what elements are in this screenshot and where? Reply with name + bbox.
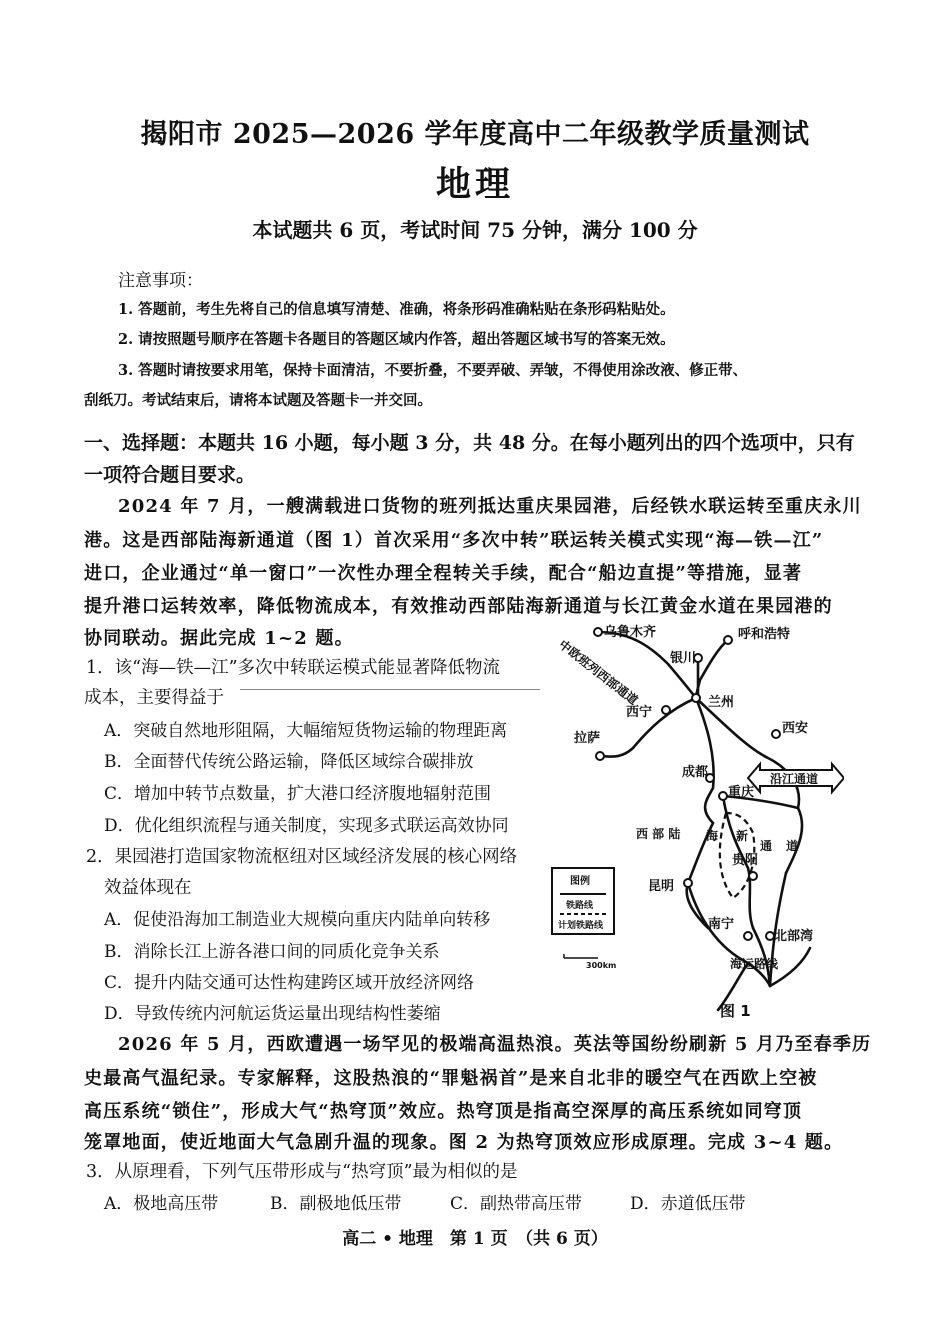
city-dot [594, 628, 602, 636]
city-dot [749, 872, 757, 880]
passage1-line: 提升港口运转效率，降低物流成本，有效推动西部陆海新通道与长江黄金水道在果园港的 [84, 596, 833, 617]
city-dot [766, 932, 774, 940]
svg-text:300km: 300km [586, 961, 617, 970]
figure1-map [548, 618, 844, 1018]
corridor-label: 道 [786, 839, 799, 853]
city-label: 昆明 [648, 879, 675, 894]
q3-option: C．副热带高压带 [450, 1194, 583, 1214]
section-heading: 一、选择题：本题共 16 小题，每小题 3 分，共 48 分。在每小题列出的四个选项中，只有 [84, 432, 855, 454]
passage1-line: 协同联动。据此完成 1~2 题。 [84, 628, 354, 649]
city-label: 兰州 [708, 695, 735, 710]
city-dot [692, 694, 700, 702]
river-label: 沿江通道 [770, 772, 819, 786]
passage1-line: 进口，企业通过“单一窗口”一次性办理全程转关手续，配合“船边直提”等措施，显著 [84, 563, 803, 584]
city-label: 呼和浩特 [738, 627, 791, 642]
city-dot [744, 932, 752, 940]
exam-title: 揭阳市 2025—2026 学年度高中二年级教学质量测试 [140, 119, 810, 150]
svg-text:铁路线: 铁路线 [566, 901, 594, 911]
rail-hohhot [696, 640, 728, 698]
city-label: 乌鲁木齐 [604, 625, 657, 640]
q2-option: A．促使沿海加工制造业大规模向重庆内陆单向转移 [104, 910, 491, 930]
city-dot [684, 879, 692, 887]
west-rail-label: 中欧班列西部通道 [556, 637, 641, 708]
corridor-label: 通 [760, 839, 773, 853]
city-label: 银川 [670, 651, 697, 666]
passage2-line: 笼罩地面，使近地面大气急剧升温的现象。图 2 为热穹顶效应形成原理。完成 3~4 题。 [84, 1132, 844, 1153]
q2-stem: 2．果园港打造国家物流枢纽对区域经济发展的核心网络 [86, 847, 518, 867]
rail-lanzhou-chengdu [696, 698, 714, 823]
subject-title: 地理 [435, 164, 514, 205]
figure1-caption: 图 1 [720, 1002, 751, 1020]
city-dot [596, 752, 604, 760]
notice-item: 1. 答题前，考生先将自己的信息填写清楚、准确，将条形码准确粘贴在条形码粘贴处。 [118, 301, 675, 318]
page-footer: 高二 • 地理 第 1 页 （共 6 页） [342, 1229, 608, 1249]
map-legend [552, 868, 614, 934]
q3-option: D．赤道低压带 [630, 1194, 746, 1214]
corridor-label: 西 部 陆 [636, 827, 681, 841]
notice-item: 刮纸刀。考试结束后，请将本试题及答题卡一并交回。 [84, 392, 432, 409]
q1-option: D．优化组织流程与通关制度，实现多式联运高效协同 [104, 816, 509, 836]
q1-stem: 1．该“海—铁—江”多次中转联运模式能显著降低物流 [86, 658, 501, 678]
q1-option: B．全面替代传统公路运输，降低区域综合碳排放 [104, 752, 474, 772]
svg-text:计划铁路线: 计划铁路线 [558, 921, 604, 931]
sea-route-label: 海运路线 [730, 957, 779, 971]
q3-option: A．极地高压带 [104, 1194, 219, 1214]
q1-stem: 成本，主要得益于 [84, 688, 224, 708]
q2-stem: 效益体现在 [104, 878, 192, 898]
section-heading: 一项符合题目要求。 [84, 464, 256, 486]
city-dot [724, 636, 732, 644]
city-label: 拉萨 [574, 731, 601, 746]
passage2-line: 高压系统“锁住”，形成大气“热穹顶”效应。热穹顶是指高空深厚的高压系统如同穹顶 [84, 1101, 803, 1122]
city-dot [719, 792, 727, 800]
q2-option: D．导致传统内河航运货运量出现结构性萎缩 [104, 1004, 441, 1024]
passage1-line: 2024 年 7 月，一艘满载进口货物的班列抵达重庆果园港，后经铁水联运转至重庆永川 [118, 496, 862, 517]
answer-underline [240, 689, 540, 690]
notice-item: 3. 答题时请按要求用笔，保持卡面清洁，不要折叠，不要弄破、弄皱，不得使用涂改液、修正带、 [118, 362, 748, 379]
corridor-label: 海 [706, 829, 719, 843]
city-label: 西安 [782, 721, 809, 736]
city-label: 重庆 [728, 785, 755, 800]
q2-option: B．消除长江上游各港口间的同质化竞争关系 [104, 942, 440, 962]
q1-option: C．增加中转节点数量，扩大港口经济腹地辐射范围 [104, 784, 492, 804]
q3-stem: 3．从原理看，下列气压带形成与“热穹顶”最为相似的是 [86, 1162, 518, 1182]
scale-bar [564, 954, 616, 970]
q1-option: A．突破自然地形阻隔，大幅缩短货物运输的物理距离 [104, 721, 508, 741]
notice-heading: 注意事项： [118, 271, 203, 291]
svg-text:图例: 图例 [570, 876, 590, 887]
city-dot [662, 706, 670, 714]
corridor-label: 新 [736, 829, 749, 843]
city-label: 南宁 [708, 917, 735, 932]
q2-option: C．提升内陆交通可达性构建跨区域开放经济网络 [104, 973, 475, 993]
city-label: 成都 [682, 765, 709, 780]
city-label: 贵阳 [732, 853, 759, 868]
city-label: 西宁 [626, 705, 653, 720]
notice-item: 2. 请按照题号顺序在答题卡各题目的答题区域内作答，超出答题区域书写的答案无效。 [118, 331, 675, 348]
city-dot [772, 730, 780, 738]
exam-info: 本试题共 6 页，考试时间 75 分钟，满分 100 分 [252, 218, 698, 242]
passage1-line: 港。这是西部陆海新通道（图 1）首次采用“多次中转”联运转关模式实现“海—铁—江” [84, 530, 824, 551]
passage2-line: 2026 年 5 月，西欧遭遇一场罕见的极端高温热浪。英法等国纷纷刷新 5 月乃至春季历 [118, 1034, 872, 1055]
passage2-line: 史最高气温纪录。专家解释，这股热浪的“罪魁祸首”是来自北非的暖空气在西欧上空被 [84, 1068, 818, 1089]
q3-option: B．副极地低压带 [270, 1194, 402, 1214]
city-label: 北部湾 [774, 929, 814, 944]
